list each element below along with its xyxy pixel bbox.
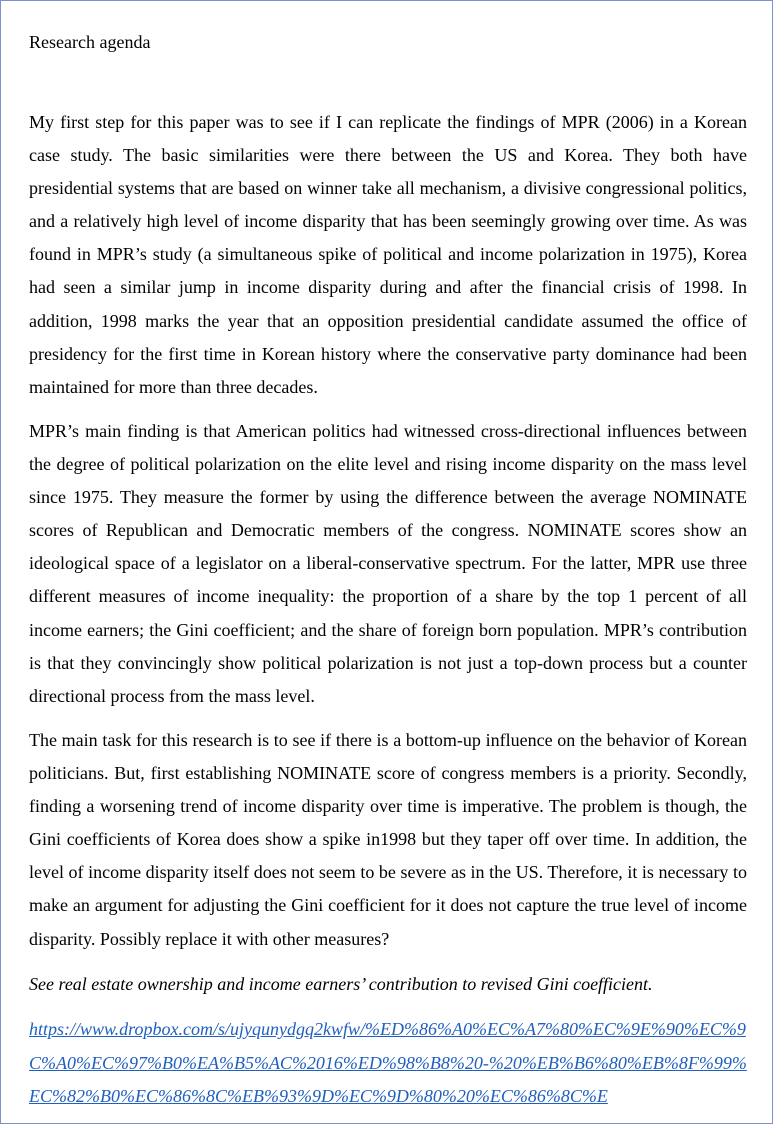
paragraph-3: The main task for this research is to see if there is a bottom-up influence on the behavior of Korean politicians. But, first establishing NOMINATE score of congress members is a priority. Secondly, finding a worsening trend of income disparity over time is imperative. The problem is though, the Gini coefficients of Korea does show a spike in1998 but they taper off over time. In addition, the level of income disparity itself does not seem to be severe as in the US. Therefore, it is necessary to make an argument for adjusting the Gini coefficient for it does not capture the true level of income disparity. Possibly replace it with other measures? [29,730,747,949]
paragraph-2: MPR’s main finding is that American politics had witnessed cross-directional influences between the degree of political polarization on the elite level and rising income disparity on the mass level since 1975. They measure the former by using the difference between the average NOMINATE scores of Republican and Democratic members of the congress. NOMINATE scores show an ideological space of a legislator on a liberal-conservative spectrum. For the latter, MPR use three different measures of income inequality: the proportion of a share by the top 1 percent of all income earners; the Gini coefficient; and the share of foreign born population. MPR’s contribution is that they convincingly show political polarization is not just a top-down process but a counter directional process from the mass level. [29,421,747,706]
italic-note: See real estate ownership and income earners’ contribution to revised Gini coefficient. [29,974,653,994]
section-heading: Research agenda [29,32,151,52]
dropbox-link[interactable]: https://www.dropbox.com/s/ujyqunydgq2kwfw/%ED%86%A0%EC%A7%80%EC%9E%90%EC%9C%A0%EC%97%B0%EA%B5%AC%2016%ED%98%B8%20-%20%EB%B6%80%EB%8F%99%EC%82%B0%EC%86%8C%EB%93%9D%EC%9D%80%20%EC%86%8C%E [29,1019,747,1106]
paragraph-1: My first step for this paper was to see if I can replicate the findings of MPR (2006) in a Korean case study. The basic similarities were there between the US and Korea. They both have presidential systems that are based on winner take all mechanism, a divisive congressional politics, and a relatively high level of income disparity that has been seemingly growing over time. As was found in MPR’s study (a simultaneous spike of political and income polarization in 1975), Korea had seen a similar jump in income disparity during and after the financial crisis of 1998. In addition, 1998 marks the year that an opposition presidential candidate assumed the office of presidency for the first time in Korean history where the conservative party dominance had been maintained for more than three decades. [29,112,747,397]
